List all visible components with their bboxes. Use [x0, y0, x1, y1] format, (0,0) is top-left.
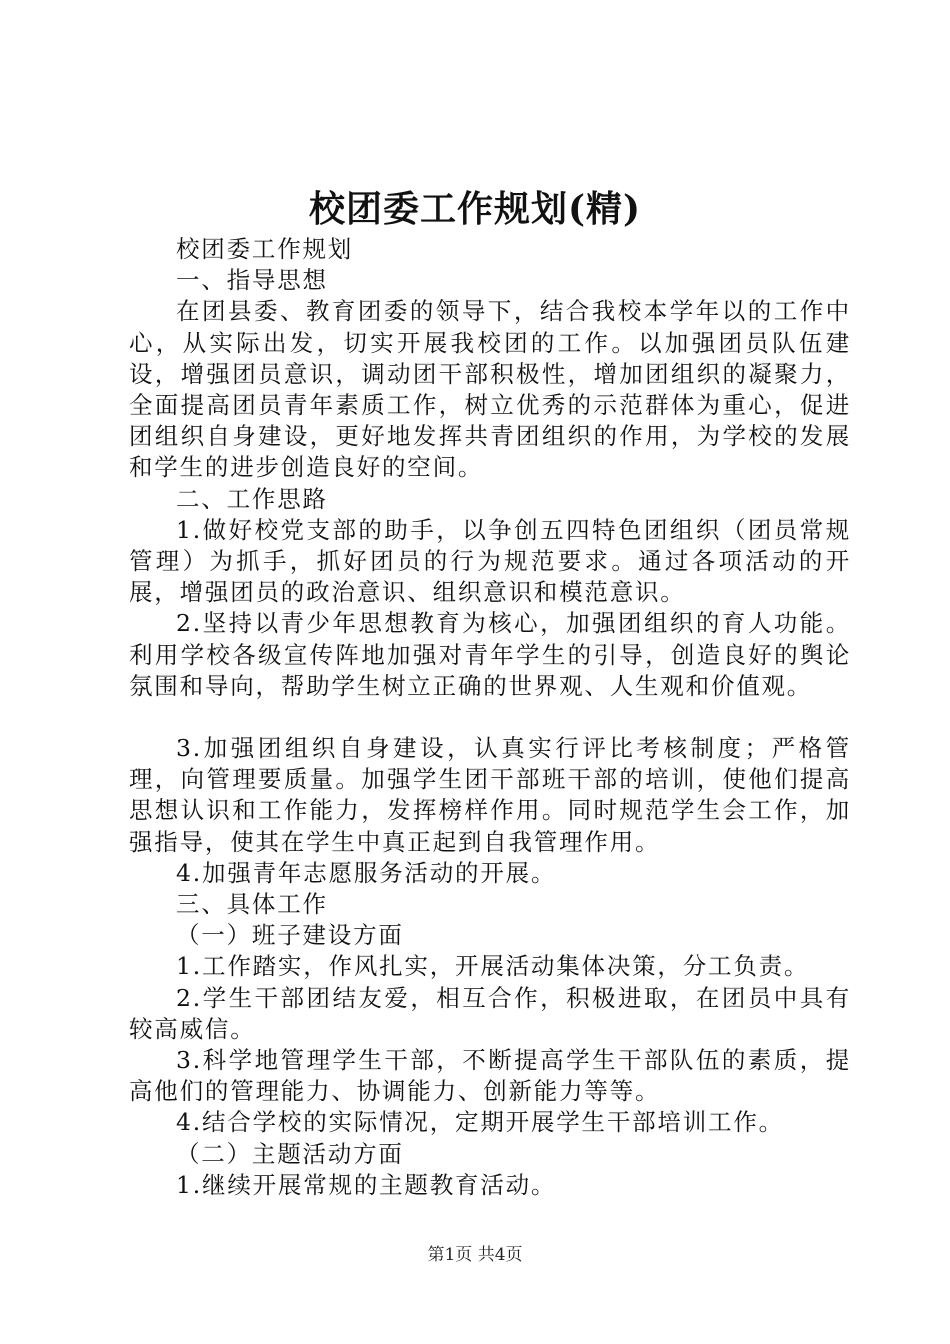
paragraph: 2.学生干部团结友爱，相互合作，积极进取，在团员中具有较高威信。	[129, 983, 851, 1043]
paragraph: 2.坚持以青少年思想教育为核心，加强团组织的育人功能。利用学校各级宣传阵地加强对青年学生的引导，创造良好的舆论氛围和导向，帮助学生树立正确的世界观、人生观和价值观。	[129, 609, 851, 700]
paragraph: 1.工作踏实，作风扎实，开展活动集体决策，分工负责。	[176, 952, 810, 981]
subsection-heading: （一）班子建设方面	[176, 921, 404, 950]
document-title: 校团委工作规划(精)	[308, 188, 642, 230]
paragraph: 3.科学地管理学生干部，不断提高学生干部队伍的素质，提高他们的管理能力、协调能力、创新能力等等。	[129, 1046, 851, 1106]
section-heading-1: 一、指导思想	[176, 266, 328, 295]
section-heading-2: 二、工作思路	[176, 484, 328, 513]
paragraph: 1.做好校党支部的助手，以争创五四特色团组织（团员常规管理）为抓手，抓好团员的行为规范要求。通过各项活动的开展，增强团员的政治意识、组织意识和模范意识。	[129, 515, 851, 607]
paragraph: 3.加强团组织自身建设，认真实行评比考核制度；严格管理，向管理要质量。加强学生团干部班干部的培训，使他们提高思想认识和工作能力，发挥榜样作用。同时规范学生会工作，加强指导，使其在学生中真正起到自我管理作用。	[129, 734, 851, 856]
document-body	[129, 234, 851, 1201]
section-heading-3: 三、具体工作	[176, 890, 328, 919]
page-footer: 第1页 共4页	[427, 1245, 523, 1265]
paragraph-heading: 校团委工作规划	[176, 235, 354, 263]
paragraph: 在团县委、教育团委的领导下，结合我校本学年以的工作中心，从实际出发，切实开展我校团的工作。以加强团员队伍建设，增强团员意识，调动团干部积极性，增加团组织的凝聚力，全面提高团员青年素质工作，树立优秀的示范群体为重心，促进团组织自身建设，更好地发挥共青团组织的作用，为学校的发展和学生的进步创造良好的空间。	[129, 297, 851, 482]
paragraph: 4.加强青年志愿服务活动的开展。	[176, 858, 557, 887]
subsection-heading: （二）主题活动方面	[176, 1139, 404, 1168]
paragraph: 1.继续开展常规的主题教育活动。	[176, 1170, 557, 1199]
paragraph: 4.结合学校的实际情况，定期开展学生干部培训工作。	[176, 1108, 784, 1137]
